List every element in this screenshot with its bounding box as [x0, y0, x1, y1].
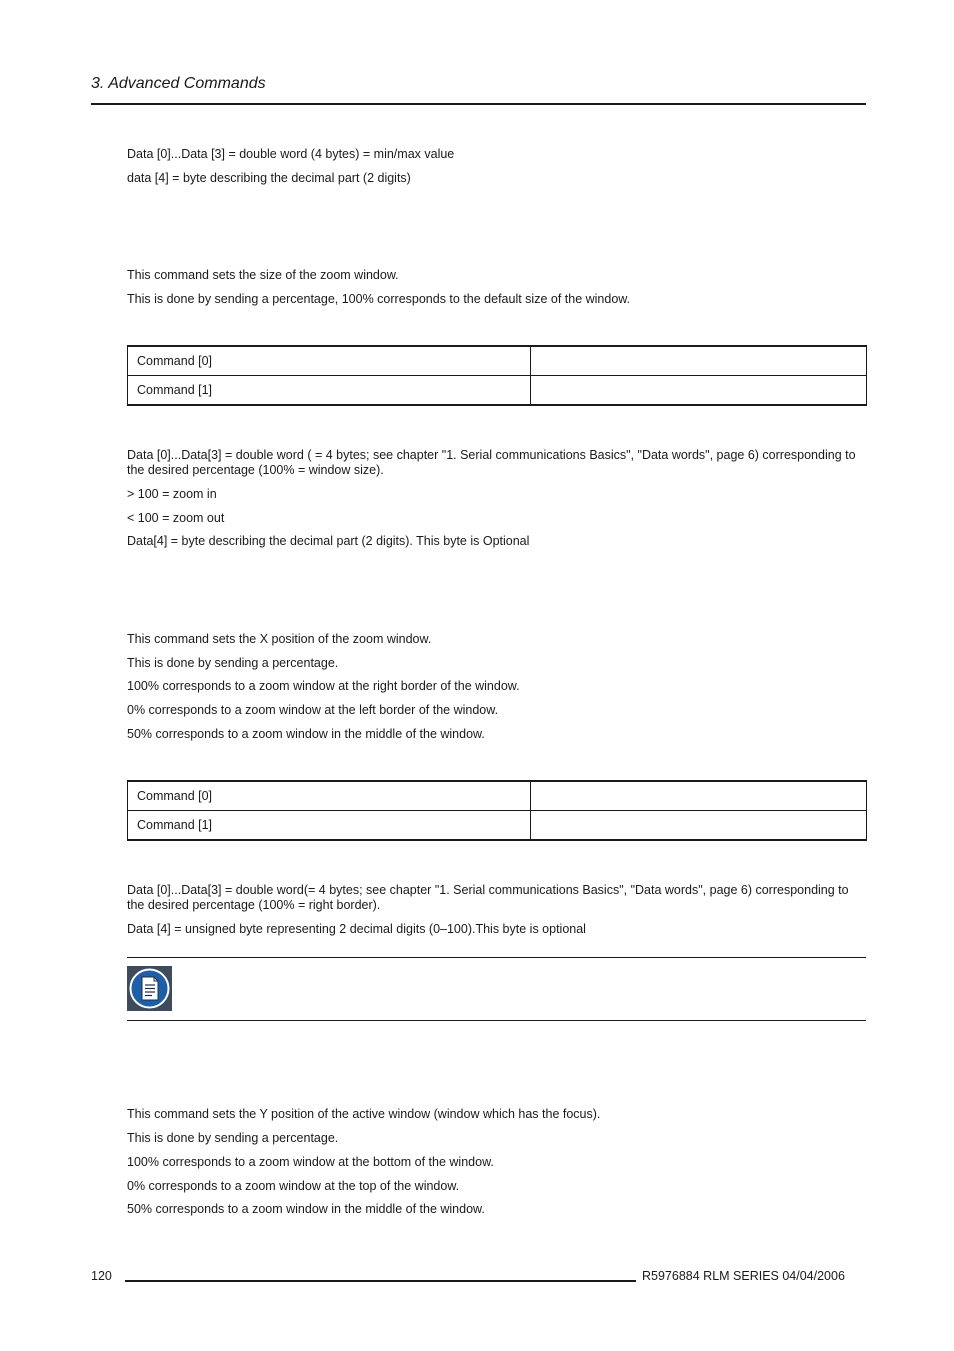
- paragraph: This is done by sending a percentage, 100% corresponds to the default size of the window.: [127, 292, 631, 306]
- paragraph: This is done by sending a percentage.: [127, 1131, 339, 1145]
- paragraph: Data[4] = byte describing the decimal part (2 digits). This byte is Optional: [127, 534, 530, 548]
- table-row: [128, 781, 867, 811]
- header-divider: [91, 103, 866, 105]
- paragraph: 100% corresponds to a zoom window at the bottom of the window.: [127, 1155, 494, 1169]
- table-row: [128, 346, 867, 376]
- paragraph: This is done by sending a percentage.: [127, 656, 339, 670]
- footer-divider: [125, 1280, 636, 1282]
- note-divider-top: [127, 957, 866, 958]
- table-cell: [531, 781, 867, 811]
- command-table-zoom-size: [127, 345, 867, 406]
- paragraph: This command sets the X position of the zoom window.: [127, 632, 432, 646]
- paragraph: > 100 = zoom in: [127, 487, 217, 501]
- table-cell: [531, 376, 867, 406]
- table-cell: Command [1]: [128, 811, 531, 841]
- paragraph: This command sets the Y position of the active window (window which has the focus).: [127, 1107, 601, 1121]
- command-table-zoom-x: [127, 780, 867, 841]
- table-cell: Command [0]: [128, 781, 531, 811]
- paragraph: data [4] = byte describing the decimal part (2 digits): [127, 171, 411, 185]
- paragraph: 0% corresponds to a zoom window at the top of the window.: [127, 1179, 460, 1193]
- table-cell: Command [1]: [128, 376, 531, 406]
- note-document-icon: [127, 966, 172, 1011]
- table-cell: [531, 346, 867, 376]
- paragraph: 100% corresponds to a zoom window at the right border of the window.: [127, 679, 520, 693]
- paragraph: Data [0]...Data [3] = double word (4 bytes) = min/max value: [127, 147, 455, 161]
- paragraph: Data [0]...Data[3] = double word ( = 4 bytes; see chapter "1. Serial communications Basics", "Data words", page 6) corresponding to the desired percentage (100% = window size).: [127, 448, 856, 477]
- paragraph: This command sets the size of the zoom window.: [127, 268, 399, 282]
- table-row: [128, 376, 867, 406]
- paragraph: 0% corresponds to a zoom window at the left border of the window.: [127, 703, 499, 717]
- table-cell: Command [0]: [128, 346, 531, 376]
- paragraph: 50% corresponds to a zoom window in the middle of the window.: [127, 727, 485, 741]
- paragraph: < 100 = zoom out: [127, 511, 225, 525]
- table-cell: [531, 811, 867, 841]
- header-title: 3. Advanced Commands: [91, 75, 266, 92]
- paragraph: Data [4] = unsigned byte representing 2 decimal digits (0–100).This byte is optional: [127, 922, 586, 936]
- table-row: [128, 811, 867, 841]
- document-id: R5976884 RLM SERIES 04/04/2006: [642, 1269, 845, 1283]
- note-divider-bottom: [127, 1020, 866, 1021]
- paragraph: Data [0]...Data[3] = double word(= 4 bytes; see chapter "1. Serial communications Basics", "Data words", page 6) corresponding to the desired percentage (100% = right border).: [127, 883, 849, 912]
- paragraph: 50% corresponds to a zoom window in the middle of the window.: [127, 1202, 485, 1216]
- page-number: 120: [91, 1269, 112, 1283]
